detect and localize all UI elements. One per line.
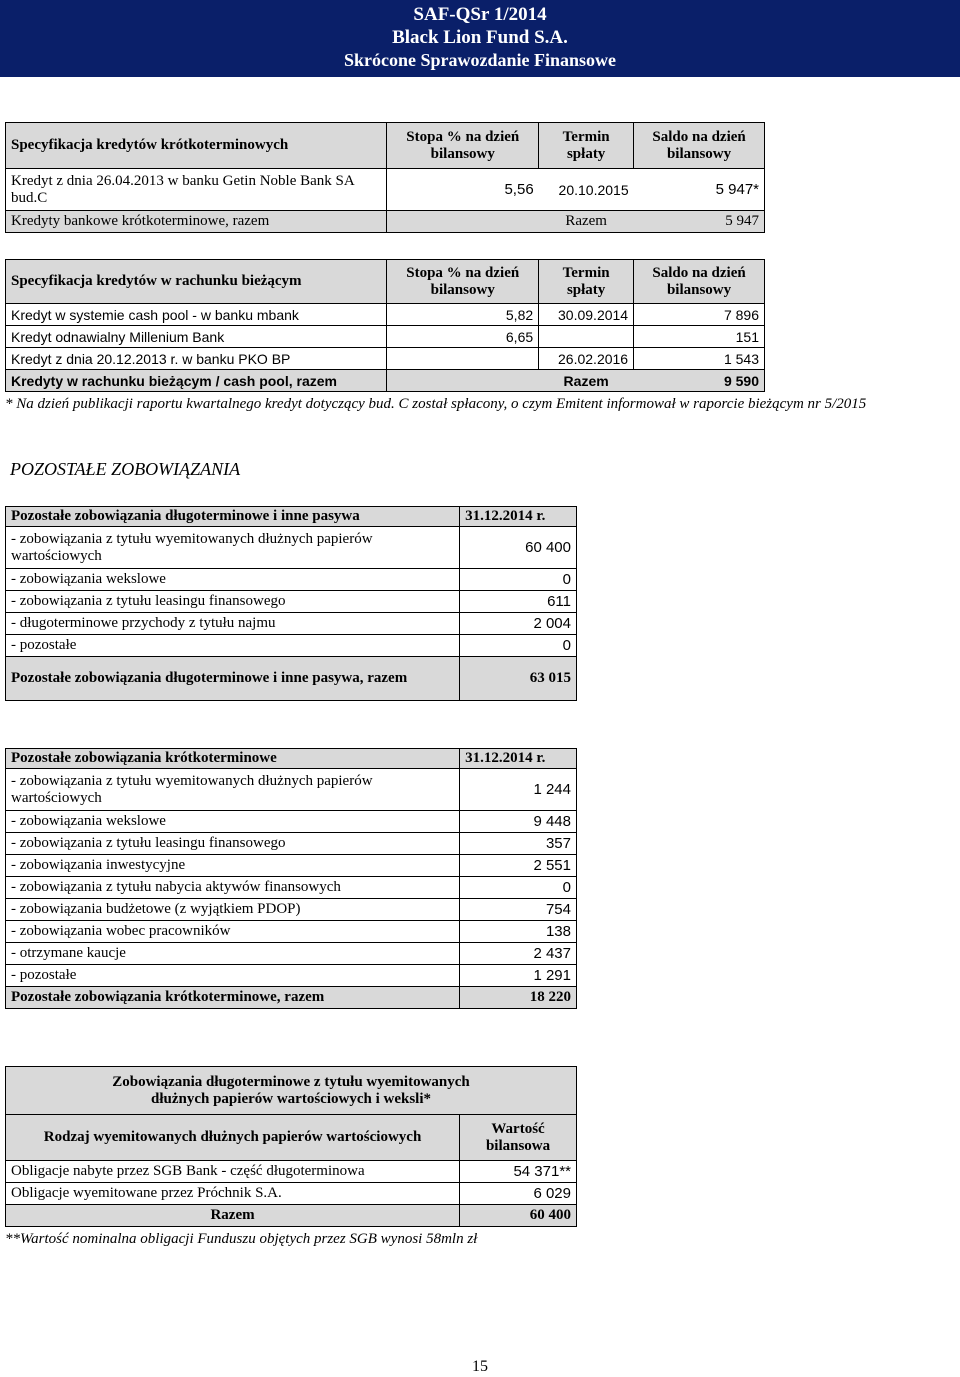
loan-balance: 1 543 [634, 348, 765, 370]
liability-name: - pozostałe [6, 965, 460, 987]
liability-name: - pozostałe [6, 635, 460, 657]
liability-name: - zobowiązania z tytułu wyemitowanych dłużnych papierów wartościowych [6, 769, 460, 811]
loan-balance: 7 896 [634, 304, 765, 326]
table-row [6, 1161, 577, 1183]
liability-name: - zobowiązania z tytułu nabycia aktywów finansowych [6, 877, 460, 899]
liability-value: 357 [460, 833, 577, 855]
liability-value: 0 [460, 569, 577, 591]
total-mid-label: Razem [539, 211, 634, 233]
loan-name: Kredyt z dnia 26.04.2013 w banku Getin Noble Bank SA bud.C [6, 169, 387, 211]
liability-value: 2 437 [460, 943, 577, 965]
table-row [6, 527, 577, 569]
total-value: 18 220 [460, 987, 577, 1009]
liability-value: 611 [460, 591, 577, 613]
liability-value: 0 [460, 877, 577, 899]
liability-name: - zobowiązania wekslowe [6, 569, 460, 591]
column-header-date: 31.12.2014 r. [460, 749, 577, 769]
table-row [6, 769, 577, 811]
column-header-rate: Stopa % na dzień bilansowy [387, 260, 539, 304]
total-value: 5 947 [634, 211, 765, 233]
column-header-balance: Saldo na dzień bilansowy [634, 123, 765, 169]
liability-value: 138 [460, 921, 577, 943]
column-header-term: Termin spłaty [539, 260, 634, 304]
total-label: Pozostałe zobowiązania długoterminowe i inne pasywa, razem [6, 657, 460, 701]
footnote-repayment: * Na dzień publikacji raportu kwartalnego kredyt dotyczący bud. C został spłacony, o czym Emitent informował w raporcie bieżącym nr 5/2015 [5, 396, 867, 412]
column-header-term: Termin spłaty [539, 123, 634, 169]
loan-term: 30.09.2014 [539, 304, 634, 326]
liability-value: 1 291 [460, 965, 577, 987]
total-value: 9 590 [634, 370, 765, 392]
column-header-type: Rodzaj wyemitowanych dłużnych papierów wartościowych [6, 1115, 460, 1161]
table-row [6, 811, 577, 833]
liability-value: 1 244 [460, 769, 577, 811]
table-row [6, 833, 577, 855]
table-row [6, 1183, 577, 1205]
loan-rate: 5,82 [387, 304, 539, 326]
total-label: Pozostałe zobowiązania krótkoterminowe, razem [6, 987, 460, 1009]
liability-value: 0 [460, 635, 577, 657]
liability-value: 60 400 [460, 527, 577, 569]
table-title: Zobowiązania długoterminowe z tytułu wyemitowanych dłużnych papierów wartościowych i weksli* [6, 1067, 577, 1115]
security-value: 54 371** [460, 1161, 577, 1183]
liability-value: 2 551 [460, 855, 577, 877]
table-row [6, 877, 577, 899]
table-row [6, 635, 577, 657]
liability-name: - zobowiązania z tytułu wyemitowanych dłużnych papierów wartościowych [6, 527, 460, 569]
loan-rate [387, 348, 539, 370]
table-row [6, 326, 765, 348]
short-term-liabilities-table [5, 748, 577, 1009]
table-title: Pozostałe zobowiązania krótkoterminowe [6, 749, 460, 769]
liability-name: - długoterminowe przychody z tytułu najmu [6, 613, 460, 635]
table-row [6, 965, 577, 987]
footnote-nominal-value: **Wartość nominalna obligacji Funduszu objętych przez SGB wynosi 58mln zł [5, 1231, 478, 1247]
security-name: Obligacje wyemitowane przez Próchnik S.A. [6, 1183, 460, 1205]
report-title: Skrócone Sprawozdanie Finansowe [343, 50, 617, 70]
table-row [6, 943, 577, 965]
liability-name: - zobowiązania wobec pracowników [6, 921, 460, 943]
table-title: Specyfikacja kredytów krótkoterminowych [6, 123, 387, 169]
liability-name: - zobowiązania z tytułu leasingu finansowego [6, 591, 460, 613]
table-row [6, 899, 577, 921]
table-title: Pozostałe zobowiązania długoterminowe i inne pasywa [6, 507, 460, 527]
loan-balance: 151 [634, 326, 765, 348]
column-header-value: Wartość bilansowa [460, 1115, 577, 1161]
loan-rate: 6,65 [387, 326, 539, 348]
total-value: 63 015 [460, 657, 577, 701]
liability-name: - zobowiązania inwestycyjne [6, 855, 460, 877]
table-row [6, 304, 765, 326]
page-number: 15 [472, 1358, 488, 1375]
total-value: 60 400 [460, 1205, 577, 1227]
liability-name: - zobowiązania budżetowe (z wyjątkiem PDOP) [6, 899, 460, 921]
loan-term: 26.02.2016 [539, 348, 634, 370]
loan-name: Kredyt w systemie cash pool - w banku mbank [6, 304, 387, 326]
column-header-date: 31.12.2014 r. [460, 507, 577, 527]
report-code: SAF-QSr 1/2014 [413, 4, 547, 25]
total-label: Razem [6, 1205, 460, 1227]
loan-name: Kredyt odnawialny Millenium Bank [6, 326, 387, 348]
liability-value: 2 004 [460, 613, 577, 635]
section-title: POZOSTAŁE ZOBOWIĄZANIA [10, 459, 241, 479]
liability-name: - otrzymane kaucje [6, 943, 460, 965]
company-name: Black Lion Fund S.A. [392, 27, 568, 48]
short-term-loans-table [5, 122, 765, 233]
security-value: 6 029 [460, 1183, 577, 1205]
liability-value: 754 [460, 899, 577, 921]
total-label: Kredyty bankowe krótkoterminowe, razem [6, 211, 387, 233]
loan-balance: 5 947* [634, 169, 765, 211]
loan-rate: 5,56 [504, 181, 534, 198]
loan-term [539, 326, 634, 348]
table-row [6, 348, 765, 370]
document-header [0, 0, 960, 77]
security-name: Obligacje nabyte przez SGB Bank - część długoterminowa [6, 1161, 460, 1183]
column-header-rate: Stopa % na dzień bilansowy [387, 123, 539, 169]
table-row [6, 921, 577, 943]
liability-name: - zobowiązania wekslowe [6, 811, 460, 833]
loan-term: 20.10.2015 [558, 181, 629, 198]
table-row [6, 169, 765, 211]
loan-name: Kredyt z dnia 20.12.2013 r. w banku PKO BP [6, 348, 387, 370]
table-title: Specyfikacja kredytów w rachunku bieżącym [6, 260, 387, 304]
table-row [6, 613, 577, 635]
liability-name: - zobowiązania z tytułu leasingu finansowego [6, 833, 460, 855]
table-row [6, 855, 577, 877]
total-mid-label: Razem [539, 370, 634, 392]
debt-securities-table [5, 1066, 577, 1227]
liability-value: 9 448 [460, 811, 577, 833]
current-account-loans-table [5, 259, 765, 392]
long-term-liabilities-table [5, 506, 577, 701]
column-header-balance: Saldo na dzień bilansowy [634, 260, 765, 304]
total-label: Kredyty w rachunku bieżącym / cash pool, razem [6, 370, 387, 392]
table-row [6, 569, 577, 591]
table-row [6, 591, 577, 613]
